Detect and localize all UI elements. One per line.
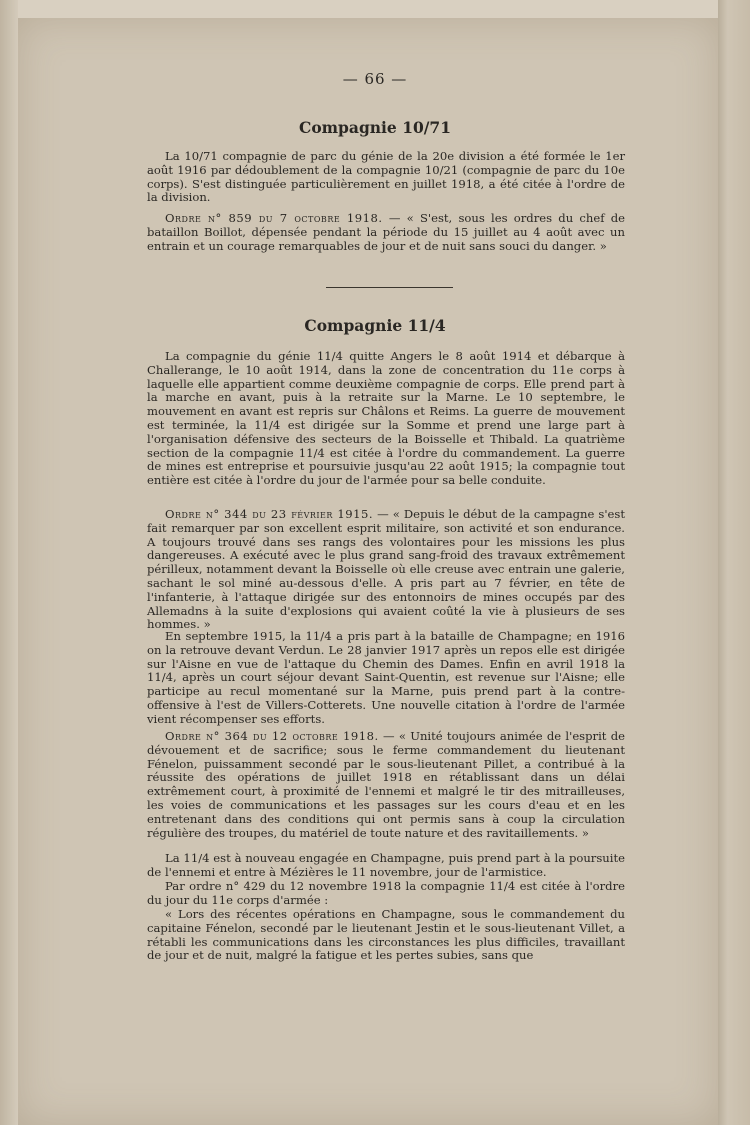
- section-title-10-71: Compagnie 10/71: [298, 118, 451, 137]
- section2-paragraph-1: [147, 350, 625, 488]
- section2-paragraph-4: [147, 730, 625, 840]
- scan-border-top: [0, 0, 750, 18]
- section1-paragraph-2: [147, 212, 625, 253]
- section1-p2-text: — « S'est, sous les ordres du chef de bataillon Boillot, dépensée pendant la période du 15 juillet au 4 août avec un entrain et un courage remarquables de jour et de nuit sans souci du danger. »: [147, 211, 626, 253]
- section2-paragraph-5: [147, 852, 625, 880]
- order-859-lead: Ordre n° 859 du 7 octobre 1918.: [165, 211, 383, 225]
- section-divider: [326, 287, 453, 288]
- section1-paragraph-1: [147, 150, 625, 205]
- scan-border-left: [0, 0, 18, 1125]
- section2-p6-text: Par ordre n° 429 du 12 novembre 1918 la compagnie 11/4 est citée à l'ordre du jour du 11e corps d'armée :: [147, 879, 625, 907]
- section2-paragraph-6: [147, 880, 625, 908]
- section2-p2-text: — « Depuis le début de la campagne s'est fait remarquer par son excellent esprit militaire, son activité et son endurance. A toujours trouvé dans ses rangs des volontaires pour les missions les plus dangereuses. A exécuté avec le plus grand sang-froid des travaux extrêmement périlleux, notamment devant la Boisselle où elle creuse avec entrain une galerie, sachant le sol miné au-dessous d'elle. A pris part au 7 février, en tête de l'infanterie, à l'attaque dirigée sur des entonnoirs de mines occupés par des Allemadns à la suite d'explosions qui avaient coûté la vie à plusieurs de ses hommes. »: [147, 507, 625, 632]
- section1-p1-text: La 10/71 compagnie de parc du génie de la 20e division a été formée le 1er août 1916 par dédoublement de la compagnie 10/21 (compagnie de parc du 10e corps). S'est distinguée particulièrement en juillet 1918, a été citée à l'ordre de la division.: [147, 149, 625, 205]
- section2-paragraph-7: [147, 908, 625, 963]
- next-page-edge: [718, 0, 750, 1125]
- section2-p5-text: La 11/4 est à nouveau engagée en Champagne, puis prend part à la poursuite de l'ennemi et entre à Mézières le 11 novembre, jour de l'armistice.: [147, 851, 625, 879]
- page-number: — 66 —: [342, 70, 408, 88]
- section-title-11-4: Compagnie 11/4: [304, 316, 446, 335]
- section2-p3-text: En septembre 1915, la 11/4 a pris part à la bataille de Champagne; en 1916 on la retrouve devant Verdun. Le 28 janvier 1917 après un repos elle est dirigée sur l'Aisne en vue de l'attaque du Chemin des Dames. Enfin en avril 1918 la 11/4, après un court séjour devant Saint-Quentin, est revenue sur l'Aisne; elle participe au recul momentané sur la Marne, puis prend part à la contre-offensive à l'est de Villers-Cotterets. Une nouvelle citation à l'ordre de l'armée vient récompenser ses efforts.: [147, 629, 625, 726]
- section2-paragraph-3: [147, 630, 625, 727]
- order-364-lead: Ordre n° 364 du 12 octobre 1918.: [165, 729, 379, 743]
- section2-p4-text: — « Unité toujours animée de l'esprit de dévouement et de sacrifice; sous le ferme commandement du lieutenant Fénelon, puissamment secondé par le sous-lieutenant Pillet, a contribué à la réussite des opérations de juillet 1918 en rétablissant dans un délai extrêmement court, à proximité de l'ennemi et malgré le tir des mitrailleuses, les voies de communications et les passages sur les cours d'eau et en les entretenant dans des conditions qui ont permis sans à coup la circulation régulière des troupes, du matériel de toute nature et des ravitaillements. »: [147, 729, 626, 840]
- section2-p1-text: La compagnie du génie 11/4 quitte Angers le 8 août 1914 et débarque à Challerange, le 10 août 1914, dans la zone de concentration du 11e corps à laquelle elle appartient comme deuxième compagnie de corps. Elle prend part à la marche en avant, puis à la retraite sur la Marne. Le 10 septembre, le mouvement en avant est repris sur Châlons et Reims. La guerre de mouvement est terminée, la 11/4 est dirigée sur la Somme et prend une large part à l'organisation défensive des secteurs de la Boisselle et Thibald. La quatrième section de la compagnie 11/4 est citée à l'ordre du commandement. La guerre de mines est entreprise et poursuivie jusqu'au 22 août 1915; la compagnie tout entière est citée à l'ordre du jour de l'armée pour sa belle conduite.: [147, 349, 625, 488]
- order-344-lead: Ordre n° 344 du 23 février 1915.: [165, 507, 374, 521]
- section2-paragraph-2: [147, 508, 625, 632]
- section2-p7-text: « Lors des récentes opérations en Champagne, sous le commandement du capitaine Fénelon, secondé par le lieutenant Jestin et le sous-lieutenant Villet, a rétabli les communications dans les circonstances les plus difficiles, travaillant de jour et de nuit, malgré la fatigue et les pertes subies, sans que: [147, 907, 625, 963]
